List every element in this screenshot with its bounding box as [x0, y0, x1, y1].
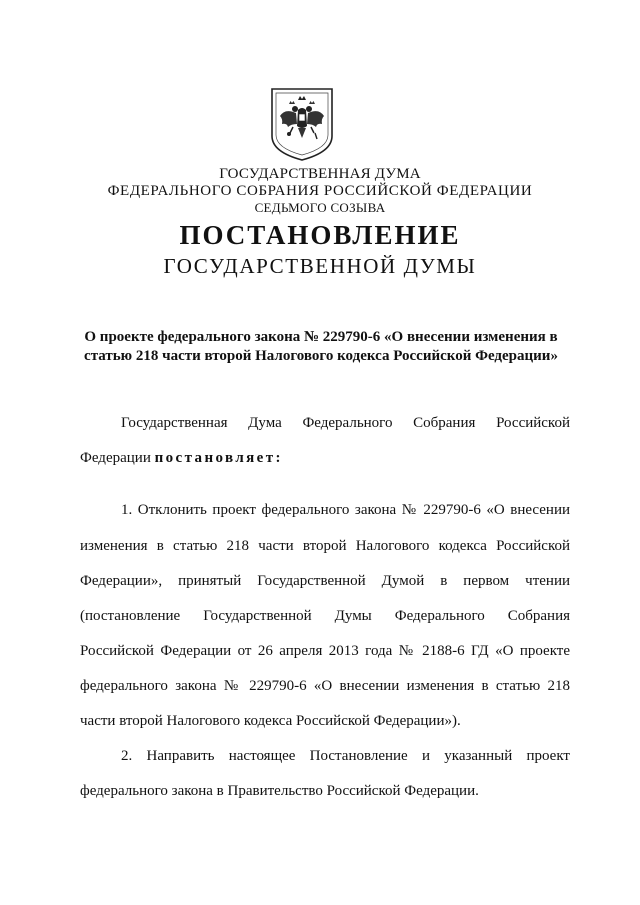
document-subject: [80, 328, 562, 366]
para2-line: федерального закона в Правительство Российской Федерации.: [80, 783, 479, 799]
header-line-3: СЕДЬМОГО СОЗЫВА: [254, 200, 386, 215]
preamble-text: Федерации: [80, 450, 151, 466]
subject-line-1: О проекте федерального закона № 229790-6 «О внесении изменения в: [84, 329, 558, 345]
para2-line: 2. Направить настоящее Постановление и указанный проект: [121, 748, 570, 764]
subject-line-2: статью 218 части второй Налогового кодекса Российской Федерации»: [84, 348, 558, 364]
document-title: ПОСТАНОВЛЕНИЕ: [179, 220, 461, 250]
para1-line: изменения в статью 218 части второй Налогового кодекса Российской: [80, 538, 570, 554]
document-subtitle: ГОСУДАРСТВЕННОЙ ДУМЫ: [163, 254, 477, 278]
para1-line: федерального закона № 229790-6 «О внесении изменения в статью 218: [80, 678, 570, 694]
header-line-2: ФЕДЕРАЛЬНОГО СОБРАНИЯ РОССИЙСКОЙ ФЕДЕРАЦИИ: [107, 183, 533, 199]
coat-of-arms-emblem: [269, 86, 335, 162]
para1-line: Федерации», принятый Государственной Думой в первом чтении: [80, 573, 570, 589]
resolution-verb: постановляет:: [154, 450, 283, 466]
preamble-line-2: [80, 450, 570, 467]
preamble-line-1: Государственная Дума Федерального Собрания Российской: [121, 415, 570, 431]
para1-line: 1. Отклонить проект федерального закона № 229790-6 «О внесении: [121, 502, 570, 518]
header-line-1: ГОСУДАРСТВЕННАЯ ДУМА: [219, 166, 421, 182]
para1-line: (постановление Государственной Думы Федерального Собрания: [80, 608, 570, 624]
para1-line: Российской Федерации от 26 апреля 2013 года № 2188-6 ГД «О проекте: [80, 643, 570, 659]
para1-line: части второй Налогового кодекса Российской Федерации»).: [80, 713, 461, 729]
